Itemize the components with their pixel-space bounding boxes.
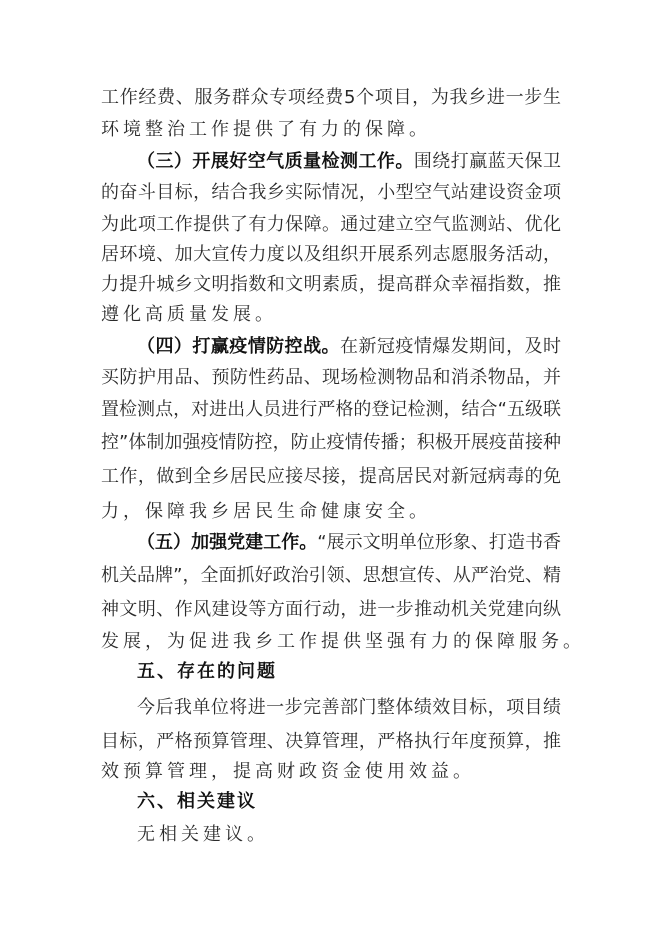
paragraph-line bbox=[137, 823, 269, 847]
paragraph-line bbox=[101, 181, 561, 205]
section-heading: 六、相关建议 bbox=[137, 791, 257, 812]
paragraph-text: 的奋斗目标，结合我乡实际情况，小型空气站建设资金项 bbox=[101, 182, 561, 203]
paragraph-line bbox=[101, 213, 561, 237]
paragraph-line bbox=[101, 398, 561, 422]
paragraph-text: 围绕打赢蓝天保卫 bbox=[413, 151, 561, 172]
paragraph-line bbox=[101, 118, 431, 142]
paragraph-line bbox=[101, 730, 561, 754]
paragraph-text: 买防护用品、预防性药品、现场检测物品和消杀物品，并 bbox=[101, 367, 561, 388]
paragraph-text: 力，保障我乡居民生命健康安全。 bbox=[101, 501, 431, 522]
paragraph-text: 居环境、加大宣传力度以及组织开展系列志愿服务活动， bbox=[101, 244, 561, 265]
paragraph-line bbox=[137, 150, 561, 174]
paragraph-line bbox=[101, 86, 561, 110]
paragraph-line bbox=[137, 696, 561, 720]
paragraph-line bbox=[101, 431, 561, 455]
paragraph-text: 在新冠疫情爆发期间，及时 bbox=[340, 336, 561, 357]
paragraph-text: 神文明、作风建设等方面行动，进一步推动机关党建向纵 bbox=[101, 599, 561, 620]
paragraph-line bbox=[137, 335, 561, 359]
paragraph-text: 发展，为促进我乡工作提供坚强有力的保障服务。 bbox=[101, 631, 585, 652]
paragraph-text: 置检测点，对进出人员进行严格的登记检测，结合“五级联 bbox=[101, 399, 561, 420]
paragraph-line bbox=[101, 366, 561, 390]
paragraph-line bbox=[101, 303, 277, 327]
section-heading: 五、存在的问题 bbox=[137, 661, 277, 682]
paragraph-line bbox=[101, 564, 561, 588]
paragraph-line bbox=[101, 273, 561, 297]
paragraph-text: 无相关建议。 bbox=[137, 824, 269, 845]
paragraph-lead-heading: （四）打赢疫情防控战。 bbox=[137, 336, 340, 357]
paragraph-text: 机关品牌”，全面抓好政治引领、思想宣传、从严治党、精 bbox=[101, 565, 561, 586]
paragraph-lead-heading: （三）开展好空气质量检测工作。 bbox=[137, 151, 414, 172]
paragraph-text: 目标，严格预算管理、决算管理，严格执行年度预算，推 bbox=[101, 731, 561, 752]
paragraph-text: 工作，做到全乡居民应接尽接，提高居民对新冠病毒的免 bbox=[101, 466, 561, 487]
paragraph-line bbox=[137, 531, 561, 555]
paragraph-text: 效预算管理，提高财政资金使用效益。 bbox=[101, 761, 475, 782]
paragraph-text: 今后我单位将进一步完善部门整体绩效目标，项目绩 bbox=[137, 697, 561, 718]
paragraph-text: 工作经费、服务群众专项经费5个项目，为我乡进一步生 bbox=[101, 87, 561, 108]
paragraph-text: 环境整治工作提供了有力的保障。 bbox=[101, 119, 431, 140]
paragraph-line bbox=[101, 500, 431, 524]
paragraph-text: 控”体制加强疫情防控，防止疫情传播；积极开展疫苗接种 bbox=[101, 432, 561, 453]
paragraph-text: “展示文明单位形象、打造书香 bbox=[317, 532, 561, 553]
paragraph-text: 遵化高质量发展。 bbox=[101, 304, 277, 325]
paragraph-lead-heading: （五）加强党建工作。 bbox=[137, 532, 318, 553]
paragraph-text: 为此项工作提供了有力保障。通过建立空气监测站、优化 bbox=[101, 214, 561, 235]
paragraph-text: 力提升城乡文明指数和文明素质，提高群众幸福指数，推 bbox=[101, 274, 561, 295]
paragraph-line bbox=[101, 760, 475, 784]
paragraph-line bbox=[101, 465, 561, 489]
paragraph-line bbox=[101, 598, 561, 622]
paragraph-line bbox=[101, 243, 561, 267]
paragraph-line bbox=[101, 630, 585, 654]
